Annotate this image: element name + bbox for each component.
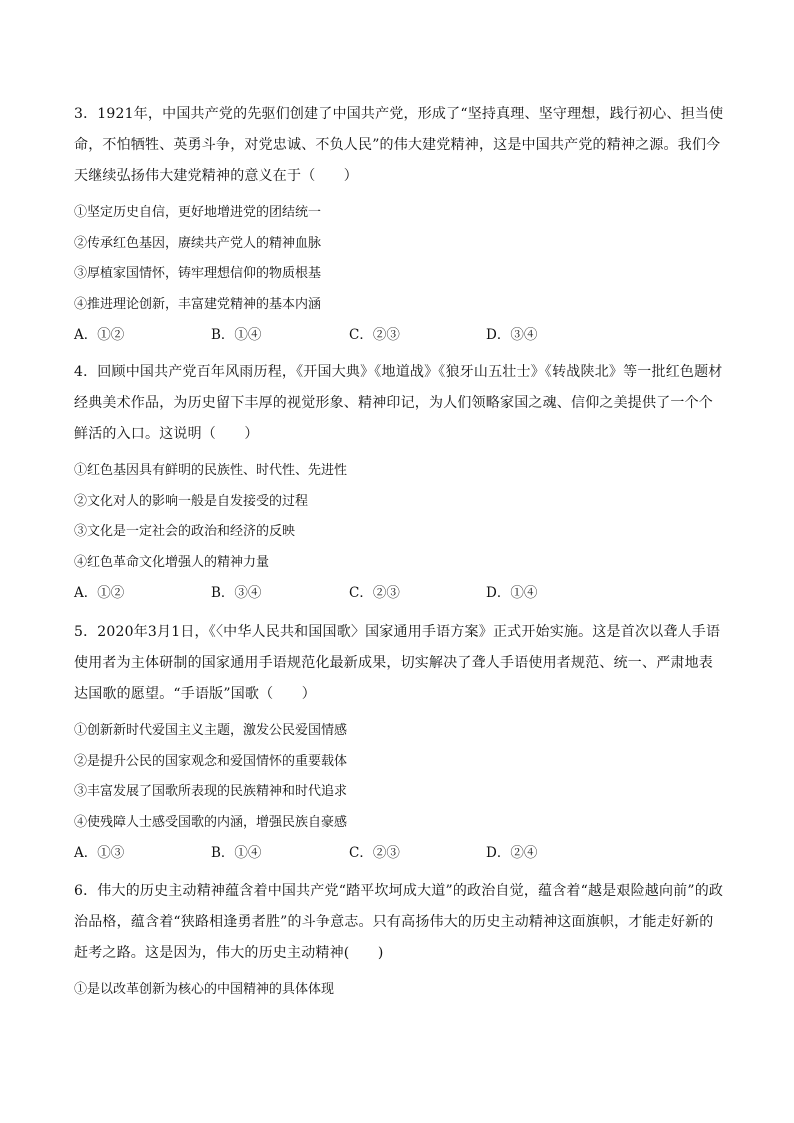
option-1: ①坚定历史自信，更好地增进党的团结统一: [74, 205, 322, 220]
choice-b[interactable]: B．③④: [211, 585, 262, 601]
option-1: ①红色基因具有鲜明的民族性、时代性、先进性: [74, 463, 348, 478]
answer-choices: [74, 320, 724, 350]
option-3: ③厚植家国情怀，铸牢理想信仰的物质根基: [74, 266, 322, 281]
question-stem: 4．回顾中国共产党百年风雨历程，《开国大典》《地道战》《狼牙山五壮士》《转战陕北》等一批红色题材经典美术作品，为历史留下丰厚的视觉形象、精神印记，为人们领略家国之魂、信仰之美提供了一个个鲜活的入口。这说明（ ）: [74, 364, 723, 442]
question-4: [74, 357, 724, 608]
choice-a[interactable]: A．①②: [74, 585, 125, 601]
question-6: [74, 876, 724, 1006]
question-5: [74, 617, 724, 868]
answer-choices: [74, 578, 724, 608]
choice-d[interactable]: D．③④: [486, 327, 538, 343]
choice-a[interactable]: A．①②: [74, 327, 125, 343]
choice-b[interactable]: B．①④: [211, 845, 262, 861]
option-2: ②传承红色基因，赓续共产党人的精神血脉: [74, 235, 322, 251]
option-3: ③丰富发展了国歌所表现的民族精神和时代追求: [74, 784, 348, 799]
choice-d[interactable]: D．①④: [486, 585, 538, 601]
option-4: ④推进理论创新，丰富建党精神的基本内涵: [74, 296, 322, 312]
choice-c[interactable]: C．②③: [349, 327, 400, 343]
option-2: ②是提升公民的国家观念和爱国情怀的重要载体: [74, 753, 348, 769]
choice-c[interactable]: C．②③: [349, 585, 400, 601]
choice-a[interactable]: A．①③: [74, 845, 125, 861]
choice-d[interactable]: D．②④: [486, 845, 538, 861]
option-4: ④红色革命文化增强人的精神力量: [74, 554, 270, 570]
question-stem: 6．伟大的历史主动精神蕴含着中国共产党“踏平坎坷成大道”的政治自觉，蕴含着“越是艰险越向前”的政治品格，蕴含着“狭路相逢勇者胜”的斗争意志。只有高扬伟大的历史主动精神这面旗帜，才能走好新的赶考之路。这是因为，伟大的历史主动精神( ): [74, 883, 724, 961]
option-1: ①创新新时代爱国主义主题，激发公民爱国情感: [74, 723, 348, 738]
option-2: ②文化对人的影响一般是自发接受的过程: [74, 493, 309, 509]
option-1: ①是以改革创新为核心的中国精神的具体体现: [74, 982, 335, 997]
choice-c[interactable]: C．②③: [349, 845, 400, 861]
question-stem: 3．1921年，中国共产党的先驱们创建了中国共产党，形成了“坚持真理、坚守理想，践行初心、担当使命，不怕牺牲、英勇斗争，对党忠诚、不负人民”的伟大建党精神，这是中国共产党的精神之源。我们今天继续弘扬伟大建党精神的意义在于（ ）: [74, 106, 724, 184]
question-stem: 5．2020年3月1日，《〈中华人民共和国国歌〉国家通用手语方案》正式开始实施。这是首次以聋人手语使用者为主体研制的国家通用手语规范化最新成果，切实解决了聋人手语使用者规范、统一、严肃地表达国歌的愿望。“手语版”国歌（ ）: [74, 624, 721, 702]
choice-b[interactable]: B．①④: [211, 327, 262, 343]
answer-choices: [74, 838, 724, 868]
option-3: ③文化是一定社会的政治和经济的反映: [74, 524, 296, 539]
question-3: [74, 99, 724, 350]
option-4: ④使残障人士感受国歌的内涵，增强民族自豪感: [74, 814, 348, 830]
